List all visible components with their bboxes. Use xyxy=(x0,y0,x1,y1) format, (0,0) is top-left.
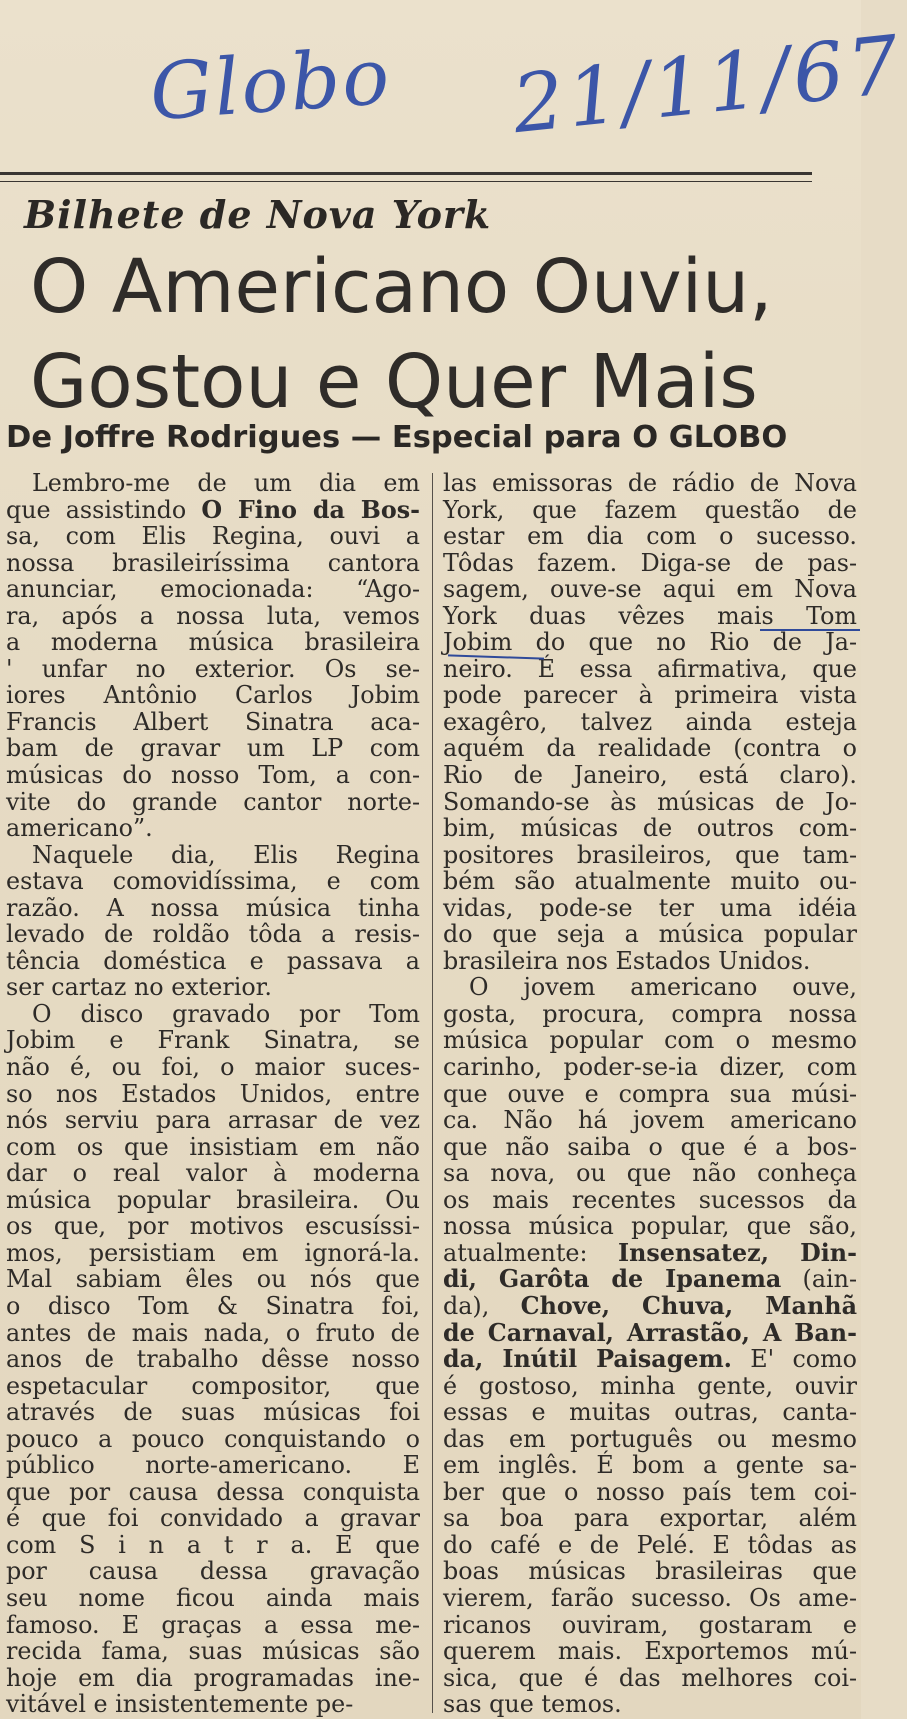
article-line: ' unfar no exterior. Os se- xyxy=(6,654,420,683)
article-line: com S i n a t r a. E que xyxy=(6,1530,420,1559)
article-line: las emissoras de rádio de Nova xyxy=(443,469,857,497)
article-line: pode parecer à primeira vista xyxy=(443,681,857,710)
article-line: da), Chove, Chuva, Manhã xyxy=(443,1291,857,1320)
article-line: é gostoso, minha gente, ouvir xyxy=(443,1371,857,1400)
headline-line-2: Gostou e Quer Mais xyxy=(30,339,758,425)
handwritten-annotation xyxy=(0,0,907,190)
article-line: recida fama, suas músicas são xyxy=(6,1637,420,1666)
article-line: Francis Albert Sinatra aca- xyxy=(6,707,420,736)
article-line: através de suas músicas foi xyxy=(6,1398,420,1427)
article-line: sa nova, ou que não conheça xyxy=(443,1159,857,1188)
article-line: Tôdas fazem. Diga-se de pas- xyxy=(443,548,857,577)
pen-underline-tom xyxy=(760,629,860,631)
article-line: ricanos ouviram, gostaram e xyxy=(443,1610,857,1639)
article-line: Jobim e Frank Sinatra, se xyxy=(6,1026,420,1055)
article-line: York, que fazem questão de xyxy=(443,495,857,524)
masthead-rule xyxy=(0,172,812,182)
article-line: exagêro, talvez ainda esteja xyxy=(443,707,857,736)
article-line: Lembro-me de um dia em xyxy=(32,469,420,497)
article-line: sagem, ouve-se aqui em Nova xyxy=(443,575,857,604)
article-line: querem mais. Exportemos mú- xyxy=(443,1637,857,1666)
article-column-left xyxy=(6,470,420,1718)
article-line: carinho, poder-se-ia dizer, com xyxy=(443,1053,857,1082)
article-line: hoje em dia programadas ine- xyxy=(6,1663,420,1692)
article-line: o disco Tom & Sinatra foi, xyxy=(6,1291,420,1320)
article-line: Jobim do que no Rio de Ja- xyxy=(443,628,857,657)
article-line: é que foi convidado a gravar xyxy=(6,1504,420,1533)
article-line: nós serviu para arrasar de vez xyxy=(6,1106,420,1135)
article-line: dar o real valor à moderna xyxy=(6,1159,420,1188)
column-kicker: Bilhete de Nova York xyxy=(24,192,492,237)
article-line: vitável e insistentemente pe- xyxy=(6,1690,354,1719)
article-line: bém são atualmente muito ou- xyxy=(443,867,857,896)
article-line: da, Inútil Paisagem. E' como xyxy=(443,1345,857,1374)
article-line: bam de gravar um LP com xyxy=(6,734,420,763)
article-line: Somando-se às músicas de Jo- xyxy=(443,787,857,816)
handwritten-date: 21/11/67 xyxy=(508,17,907,152)
article-line: O jovem americano ouve, xyxy=(469,973,857,1002)
article-line: razão. A nossa música tinha xyxy=(6,893,420,922)
article-line: a moderna música brasileira xyxy=(6,628,420,657)
article-line: os mais recentes sucessos da xyxy=(443,1185,857,1214)
article-line: bim, músicas de outros com- xyxy=(443,814,857,843)
article-line: estar em dia com o sucesso. xyxy=(443,522,857,551)
article-line: York duas vêzes mais Tom xyxy=(443,601,857,630)
article-line: di, Garôta de Ipanema (ain- xyxy=(443,1265,857,1294)
article-line: música popular brasileira. Ou xyxy=(6,1185,420,1214)
column-divider xyxy=(432,473,433,1713)
article-line: que assistindo O Fino da Bos- xyxy=(6,495,420,524)
article-line: com os que insistiam em não xyxy=(6,1132,420,1161)
article-line: positores brasileiros, que tam- xyxy=(443,840,857,869)
article-line: em inglês. É bom a gente sa- xyxy=(443,1451,857,1480)
article-line: anos de trabalho dêsse nosso xyxy=(6,1345,420,1374)
article-line: que por causa dessa conquista xyxy=(6,1477,420,1506)
article-line: Mal sabiam êles ou nós que xyxy=(6,1265,420,1294)
headline xyxy=(30,240,850,430)
article-line: O disco gravado por Tom xyxy=(32,999,420,1028)
handwritten-source: Globo xyxy=(147,31,394,139)
article-line: das em português ou mesmo xyxy=(443,1424,857,1453)
article-line: so nos Estados Unidos, entre xyxy=(6,1079,420,1108)
article-line: do que seja a música popular xyxy=(443,920,857,949)
article-line: anunciar, emocionada: “Ago- xyxy=(6,575,420,604)
article-line: os que, por motivos escusíssi- xyxy=(6,1212,420,1241)
article-line: atualmente: Insensatez, Din- xyxy=(443,1238,857,1267)
article-line: tência doméstica e passava a xyxy=(6,946,420,975)
article-line: espetacular compositor, que xyxy=(6,1371,420,1400)
article-line: gosta, procura, compra nossa xyxy=(443,999,857,1028)
article-line: brasileira nos Estados Unidos. xyxy=(443,946,811,975)
article-line: boas músicas brasileiras que xyxy=(443,1557,857,1586)
article-line: Rio de Janeiro, está claro). xyxy=(443,761,857,790)
article-line: levado de roldão tôda a resis- xyxy=(6,920,420,949)
article-line: ra, após a nossa luta, vemos xyxy=(6,601,420,630)
headline-line-1: O Americano Ouviu, xyxy=(30,244,773,330)
article-line: nossa música popular, que são, xyxy=(443,1212,857,1241)
article-line: não é, ou foi, o maior suces- xyxy=(6,1053,420,1082)
article-line: que ouve e compra sua músi- xyxy=(443,1079,857,1108)
article-line: músicas do nosso Tom, a con- xyxy=(6,761,420,790)
article-line: estava comovidíssima, e com xyxy=(6,867,420,896)
article-line: pouco a pouco conquistando o xyxy=(6,1424,420,1453)
article-line: sa, com Elis Regina, ouvi a xyxy=(6,522,420,551)
article-line: iores Antônio Carlos Jobim xyxy=(6,681,420,710)
article-line: vierem, farão sucesso. Os ame- xyxy=(443,1583,857,1612)
article-line: que não saiba o que é a bos- xyxy=(443,1132,857,1161)
article-line: sas que temos. xyxy=(443,1690,622,1719)
article-line: vite do grande cantor norte- xyxy=(6,787,420,816)
article-line: nossa brasileiríssima cantora xyxy=(6,548,420,577)
article-line: seu nome ficou ainda mais xyxy=(6,1583,420,1612)
article-line: do café e de Pelé. E tôdas as xyxy=(443,1530,857,1559)
article-line: por causa dessa gravação xyxy=(6,1557,420,1586)
article-line: essas e muitas outras, canta- xyxy=(443,1398,857,1427)
article-line: aquém da realidade (contra o xyxy=(443,734,857,763)
byline: De Joffre Rodrigues — Especial para O GLOBO xyxy=(6,420,788,455)
article-line: neiro. É essa afirmativa, que xyxy=(443,654,857,683)
article-line: ser cartaz no exterior. xyxy=(6,973,272,1002)
article-line: público norte-americano. E xyxy=(6,1451,420,1480)
article-line: sa boa para exportar, além xyxy=(443,1504,857,1533)
article-line: ca. Não há jovem americano xyxy=(443,1106,857,1135)
article-line: famoso. E graças a essa me- xyxy=(6,1610,420,1639)
article-line: sica, que é das melhores coi- xyxy=(443,1663,857,1692)
article-line: música popular com o mesmo xyxy=(443,1026,857,1055)
article-line: Naquele dia, Elis Regina xyxy=(32,840,420,869)
article-line: de Carnaval, Arrastão, A Ban- xyxy=(443,1318,857,1347)
article-line: americano”. xyxy=(6,814,153,843)
article-line: ber que o nosso país tem coi- xyxy=(443,1477,857,1506)
article-line: vidas, pode-se ter uma idéia xyxy=(443,893,857,922)
article-line: antes de mais nada, o fruto de xyxy=(6,1318,420,1347)
article-line: mos, persistiam em ignorá-la. xyxy=(6,1238,420,1267)
